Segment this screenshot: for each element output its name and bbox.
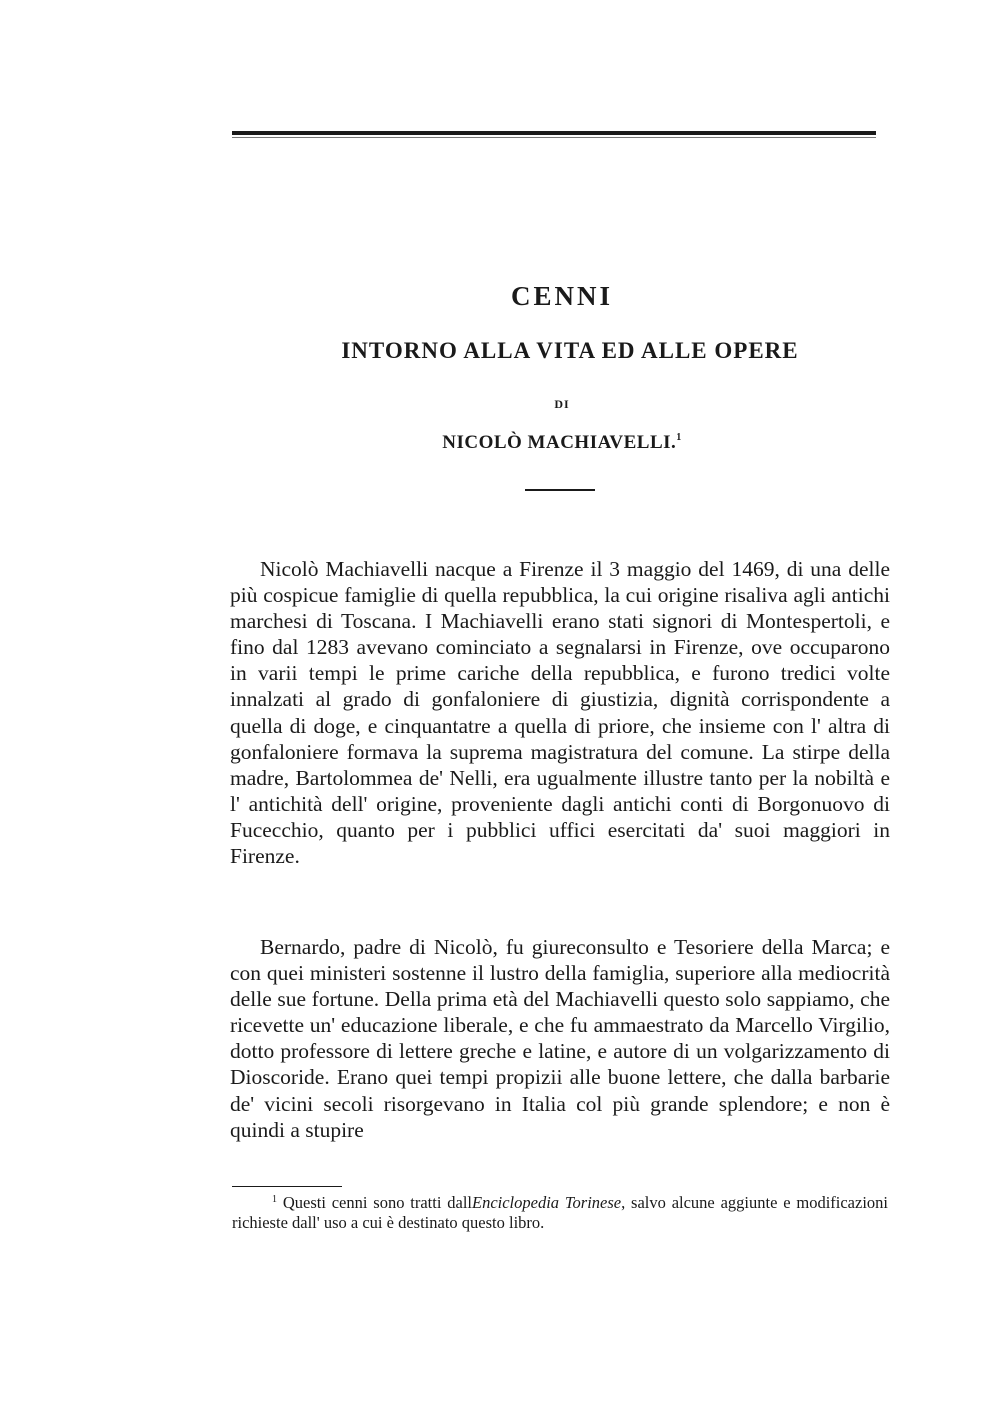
- header-rule: [232, 131, 876, 135]
- page-title: CENNI: [510, 281, 613, 311]
- section-divider: [525, 489, 595, 491]
- paragraph-1-text: Nicolò Machiavelli nacque a Firenze il 3 maggio del 1469, di una delle più cospicue famiglie di quella repubblica, la cui origine risaliva agli antichi marchesi di Toscana. I Machiavelli erano stati signori di Montespertoli, e fino dal 1283 avevano cominciato a segnalarsi in Firenze, ove occuparono in varii tempi le prime cariche della repubblica, e furono tredici volte innalzati al grado di gonfaloniere di giustizia, dignità corrispondente a quella di doge, e cinquantatre a quella di priore, che insieme con l' altra di gonfaloniere formava la suprema magistratura del comune. La stirpe della madre, Bartolommea de' Nelli, era ugualmente illustre tanto per la nobiltà e l' antichità dell' origine, proveniente dagli antichi conti di Borgonuovo di Fucecchio, quanto per i pubblici uffici esercitati da' suoi maggiori in Firenze.: [230, 557, 890, 869]
- page-subtitle: INTORNO ALLA VITA ED ALLE OPERE: [341, 338, 799, 363]
- footnote-reference[interactable]: 1: [676, 432, 682, 443]
- footnote-source: Enciclopedia Torinese: [472, 1193, 622, 1212]
- footnote-text: [232, 1190, 888, 1233]
- footnote-rule: [232, 1186, 342, 1187]
- footnote: [232, 1190, 888, 1233]
- paragraph-2: [230, 934, 890, 1143]
- paragraph-2-text: Bernardo, padre di Nicolò, fu giureconsulto e Tesoriere della Marca; e con quei ministeri sostenne il lustro della famiglia, superiore alla mediocrità delle sue fortune. Della prima età del Machiavelli questo solo sappiamo, che ricevette un' educazione liberale, e che fu ammaestrato da Marcello Virgilio, dotto professore di lettere greche e latine, e autore di un volgarizzamento di Dioscoride. Erano quei tempi propizii alle buone lettere, che dalla barbarie de' vicini secoli risorgevano in Italia col più grande splendore; e non è quindi a stupire: [230, 935, 890, 1142]
- author-name-text: NICOLÒ MACHIAVELLI.: [442, 432, 677, 453]
- author-name: [62, 432, 1000, 454]
- footnote-text-after: , salvo alcune aggiunte e modificazioni richieste dall' uso a cui è destinato questo libro.: [232, 1193, 888, 1232]
- footnote-text-before: Questi cenni sono tratti dall: [282, 1193, 472, 1212]
- subtitle-connector: DI: [554, 397, 570, 411]
- footnote-mark: 1: [272, 1194, 277, 1205]
- paragraph-1: [230, 556, 890, 869]
- header-rule-thin: [232, 137, 876, 138]
